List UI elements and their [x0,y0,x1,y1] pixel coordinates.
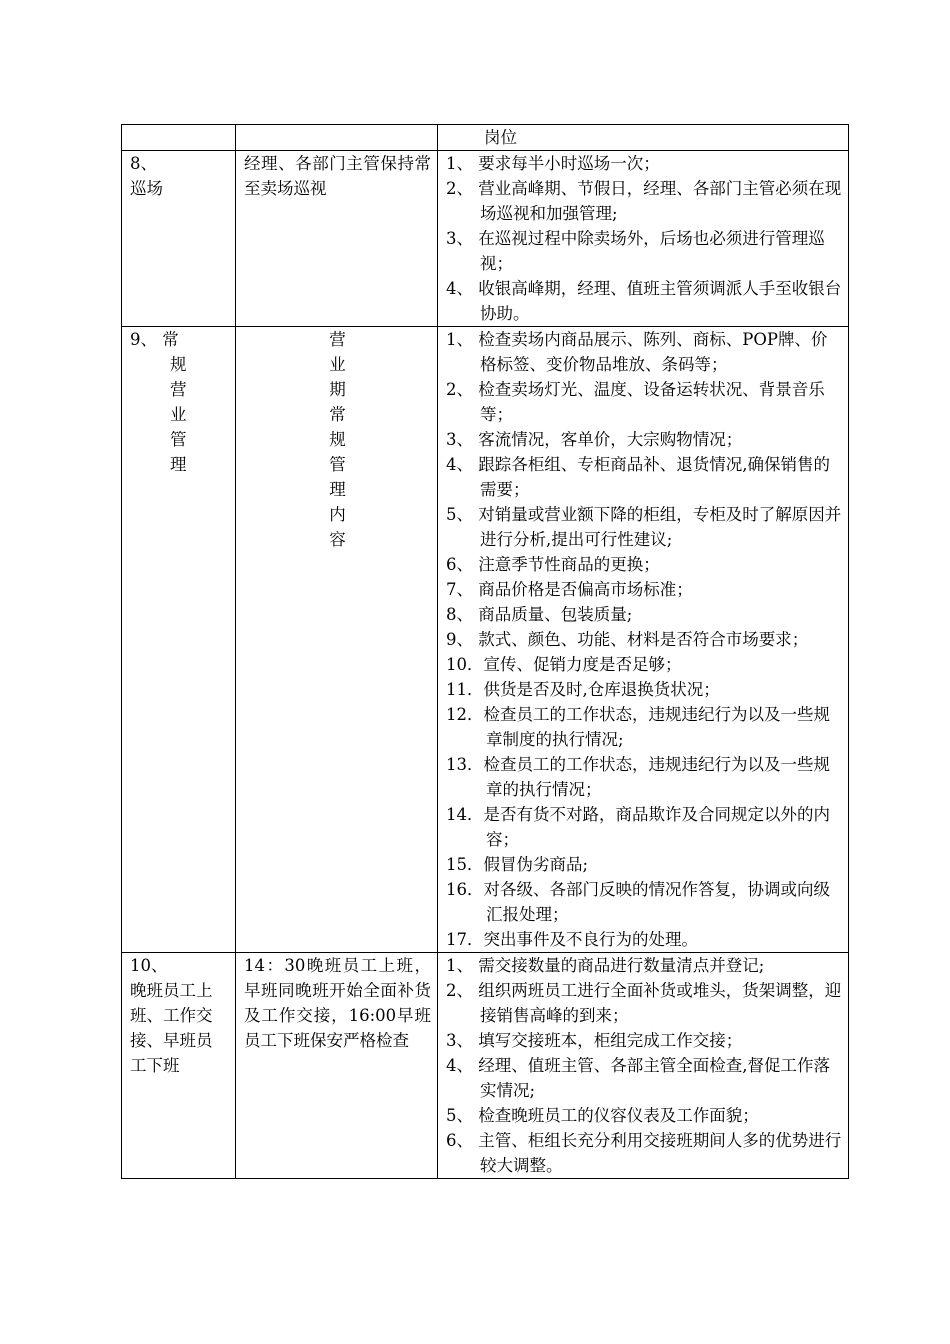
list-item: 3、 客流情况，客单价，大宗购物情况； [446,430,743,449]
row-title-cell [122,953,236,1179]
row-title-char: 管 [170,430,187,449]
row-desc-char: 内 [329,505,346,524]
row-title-line: 晚班员工上 [130,981,213,1000]
row-title-cell [122,327,236,953]
list-item: 13．检查员工的工作状态，违规违纪行为以及一些规章的执行情况； [446,755,830,799]
row-title-line: 班、工作交 [130,1006,213,1025]
list-item: 1、 需交接数量的商品进行数量清点并登记; [446,956,765,975]
row-desc-char: 容 [329,530,346,549]
header-cell-1 [122,125,236,151]
list-item: 6、 主管、柜组长充分利用交接班期间人多的优势进行较大调整。 [446,1131,842,1175]
row-title-char: 业 [170,405,187,424]
list-item: 2、 营业高峰期、节假日，经理、各部门主管必须在现场巡视和加强管理; [446,179,842,223]
list-item: 2、 检查卖场灯光、温度、设备运转状况、背景音乐等； [446,380,825,424]
row-desc-cell [236,327,438,953]
row-title-char: 理 [170,455,187,474]
list-item: 7、 商品价格是否偏高市场标准； [446,580,693,599]
list-item: 6、 注意季节性商品的更换； [446,555,660,574]
list-item: 1、 要求每半小时巡场一次； [446,154,660,173]
list-item: 15．假冒伪劣商品; [446,855,589,874]
list-item: 17．突出事件及不良行为的处理。 [446,930,698,949]
row-desc-char: 理 [329,480,346,499]
list-item: 14．是否有货不对路，商品欺诈及合同规定以外的内容； [446,805,830,849]
row-desc-char: 规 [329,430,346,449]
row-desc-cell: 14：30晚班员工上班，早班同晚班开始全面补货及工作交接，16:00早班员工下班保安严格检查 [236,953,438,1179]
row-title-line: 工下班 [130,1056,180,1075]
row-items-cell [438,327,849,953]
row-desc-char: 业 [329,355,346,374]
table-row-patrol [122,151,849,327]
row-title-line: 10、 [130,956,168,975]
table-row-shift-handover [122,953,849,1179]
list-item: 2、 组织两班员工进行全面补货或堆头，货架调整，迎接销售高峰的到来； [446,981,842,1025]
header-cell-3: 岗位 [438,125,849,151]
row-title-line: 9、 常 [130,330,179,349]
schedule-table [121,124,849,1179]
row-desc-char: 管 [329,455,346,474]
header-cell-2 [236,125,438,151]
row-desc-char: 常 [329,405,346,424]
list-item: 4、 经理、值班主管、各部主管全面检查,督促工作落实情况; [446,1056,830,1100]
list-item: 11．供货是否及时,仓库退换货状况； [446,680,720,699]
list-item: 9、 款式、颜色、功能、材料是否符合市场要求； [446,630,809,649]
list-item: 12．检查员工的工作状态，违规违纪行为以及一些规章制度的执行情况; [446,705,830,749]
list-item: 5、 对销量或营业额下降的柜组，专柜及时了解原因并进行分析,提出可行性建议; [446,505,842,549]
row-title-line: 接、早班员 [130,1031,213,1050]
row-desc-char: 期 [329,380,346,399]
row-items-cell [438,151,849,327]
list-item: 4、 收银高峰期，经理、值班主管须调派人手至收银台协助。 [446,279,842,323]
table-header-row [122,125,849,151]
list-item: 3、 填写交接班本，柜组完成工作交接； [446,1031,743,1050]
table-row-routine [122,327,849,953]
list-item: 16．对各级、各部门反映的情况作答复，协调或向级汇报处理； [446,880,830,924]
row-title-line: 巡场 [130,179,163,198]
row-title-cell [122,151,236,327]
list-item: 4、 跟踪各柜组、专柜商品补、退货情况,确保销售的需要； [446,455,830,499]
list-item: 5、 检查晚班员工的仪容仪表及工作面貌； [446,1106,759,1125]
row-title-char: 规 [170,355,187,374]
list-item: 1、 检查卖场内商品展示、陈列、商标、POP牌、价格标签、变价物品堆放、条码等； [446,330,828,374]
row-title-char: 营 [170,380,187,399]
row-items-cell [438,953,849,1179]
list-item: 8、 商品质量、包装质量; [446,605,633,624]
row-desc-char: 营 [329,330,346,349]
list-item: 10．宣传、促销力度是否足够； [446,655,682,674]
row-desc-cell: 经理、各部门主管保持常至卖场巡视 [236,151,438,327]
list-item: 3、 在巡视过程中除卖场外，后场也必须进行管理巡视； [446,229,825,273]
row-title-line: 8、 [130,154,157,173]
